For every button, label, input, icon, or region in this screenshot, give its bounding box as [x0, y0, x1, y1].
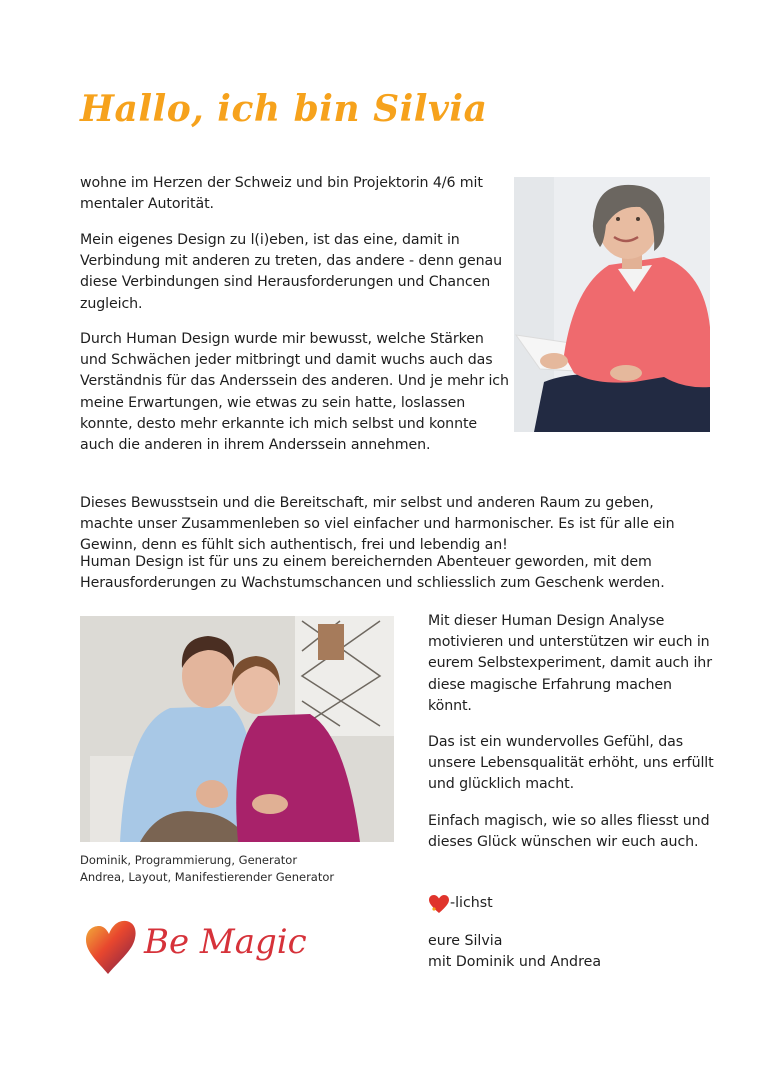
- closing-line-1: eure Silvia: [428, 933, 503, 949]
- intro-paragraph-5: Human Design ist für uns zu einem bereichernden Abenteuer geworden, mit dem Herausforderungen zu Wachstumschancen und schliesslich zum Geschenk werden.: [80, 554, 665, 592]
- closing-line-2: mit Dominik und Andrea: [428, 954, 602, 970]
- intro-paragraph-4: Dieses Bewusstsein und die Bereitschaft, mir selbst und anderen Raum zu geben, machte unser Zusammenleben so viel einfacher und harmonischer. Es ist für alle ein Gewinn, denn es fühlt sich authentisch, frei und lebendig an!: [80, 495, 675, 554]
- heart-icon: [428, 894, 450, 914]
- intro-paragraph-3: Durch Human Design wurde mir bewusst, welche Stärken und Schwächen jeder mitbringt und damit wuchs auch das Verständnis für das Anderssein des anderen. Und je mehr ich meine Erwartungen, wie etwas zu sein hatte, loslassen konnte, desto mehr erkannte ich mich selbst und konnte auch die anderen in ihrem Anderssein annehmen.: [80, 331, 509, 454]
- page-title: Hallo, ich bin Silvia: [80, 88, 488, 130]
- photo-silvia: [514, 177, 710, 432]
- intro-paragraph-1: wohne im Herzen der Schweiz und bin Projektorin 4/6 mit mentaler Autorität.: [80, 175, 483, 213]
- photo-caption: [80, 852, 334, 886]
- caption-line-dominik: Dominik, Programmierung, Generator: [80, 853, 298, 867]
- photo-silvia-illustration: [514, 177, 710, 432]
- signoff-suffix: -lichst: [450, 895, 493, 911]
- watercolor-heart-icon: [84, 918, 138, 976]
- photo-dominik-andrea: [80, 616, 394, 842]
- photo-couple-illustration: [80, 616, 394, 842]
- intro-paragraph-2: Mein eigenes Design zu l(i)eben, ist das eine, damit in Verbindung mit anderen zu treten, das andere - denn genau diese Verbindungen sind Herausforderungen und Chancen zugleich.: [80, 232, 503, 312]
- signoff-greeting: [428, 893, 493, 914]
- right-paragraph-2: Das ist ein wundervolles Gefühl, das unsere Lebensqualität erhöht, uns erfüllt und glücklich macht.: [428, 734, 714, 793]
- caption-line-andrea: Andrea, Layout, Manifestierender Generator: [80, 870, 335, 884]
- be-magic-logo: [84, 918, 307, 980]
- closing-signature: [428, 931, 601, 973]
- logo-text: Be Magic: [144, 922, 307, 962]
- right-paragraph-3: Einfach magisch, wie so alles fliesst und dieses Glück wünschen wir euch auch.: [428, 813, 710, 851]
- right-paragraph-1: Mit dieser Human Design Analyse motivieren und unterstützen wir euch in eurem Selbstexperiment, damit auch ihr diese magische Erfahrung machen könnt.: [428, 613, 712, 714]
